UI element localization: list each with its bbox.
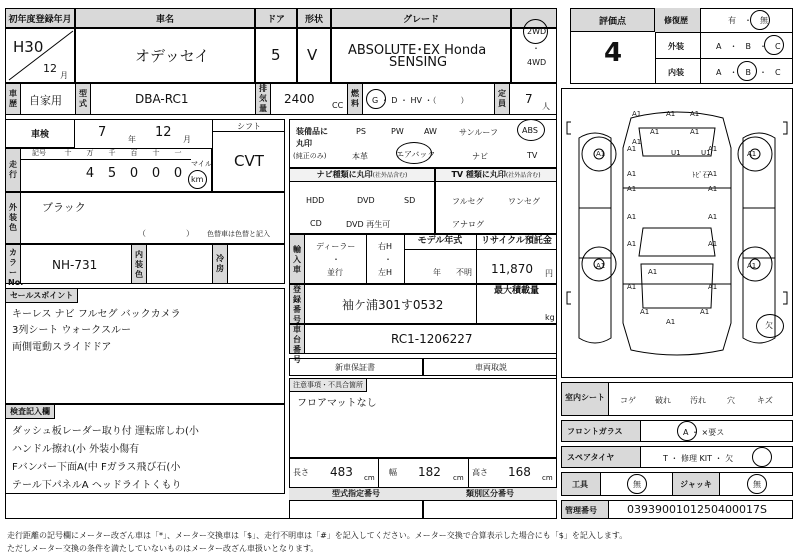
- km-value: km: [191, 175, 204, 184]
- tv-oneseg: ワンセグ: [508, 197, 540, 206]
- navi-cd: CD: [310, 219, 322, 228]
- seat-opt: 汚れ: [690, 396, 706, 405]
- model-year-unit: 年: [433, 268, 441, 277]
- damage-mark: A1: [627, 283, 637, 291]
- recycle-value: 11,870: [491, 262, 533, 276]
- score-value: 4: [604, 38, 623, 68]
- import-right-h: 右H: [378, 242, 393, 251]
- chassis-label: 車台番号: [293, 325, 301, 364]
- mgmt-label: 管理番号: [565, 506, 597, 515]
- inspection-year-unit: 年: [128, 135, 136, 144]
- inspection-month-unit: 月: [183, 135, 191, 144]
- car-diagram: [561, 88, 793, 378]
- exterior-value: A ・ B ・ C: [716, 42, 781, 51]
- door-value: 5: [271, 46, 281, 64]
- mileage-unit: 一: [174, 149, 182, 157]
- mileage-digit: 0: [129, 166, 139, 181]
- tv-title: TV 種類に丸印: [451, 170, 506, 179]
- mileage-units: [21, 148, 191, 160]
- damage-mark: A1: [700, 308, 710, 316]
- weight-header: 最大積載量: [493, 286, 539, 296]
- drive-2wd: 2WD: [527, 27, 547, 36]
- import-left-h: 左H: [378, 268, 393, 277]
- damage-mark: A1: [627, 240, 637, 248]
- sales-line: 両側電動スライドドア: [12, 342, 112, 353]
- height-divider: [468, 458, 469, 488]
- color-paren: （ ）: [138, 229, 194, 238]
- damage-mark: A1: [690, 128, 700, 136]
- mileage-digits: [79, 166, 189, 181]
- tools-value: 無: [633, 480, 641, 489]
- mileage-unit: 十: [152, 149, 160, 157]
- inspect-note: テール下パネルA ヘッドライトくもり: [12, 480, 182, 491]
- color-value: ブラック: [42, 201, 86, 214]
- exterior-label: 外装: [668, 42, 684, 51]
- inspection-month: 12: [155, 125, 172, 140]
- navi-title: ナビ種類に丸印: [316, 170, 373, 179]
- spare-label: スペアタイヤ: [567, 453, 615, 462]
- notice-title: 注意事項・不具合箇所: [290, 379, 367, 392]
- import-dot: ・: [332, 255, 340, 264]
- equip-leather: 本革: [352, 152, 368, 161]
- damage-mark: A1: [640, 308, 650, 316]
- equip-label-3: (純正のみ): [293, 152, 327, 160]
- interior-value: A ・ B ・ C: [716, 68, 781, 77]
- mileage-digit: 0: [151, 166, 161, 181]
- import-parallel: 並行: [327, 268, 343, 277]
- equip-sunroof: サンルーフ: [459, 128, 498, 137]
- glass-value: A ・ ×要ス: [683, 428, 725, 437]
- displacement-unit: CC: [332, 101, 344, 110]
- footer-line2: ただしメーター交換の条件を満たしていないものはメーター改ざん車扱いとなります。: [7, 544, 319, 553]
- width-divider: [378, 458, 379, 488]
- tv-header: [435, 168, 557, 182]
- car-name-header: 車名: [75, 8, 255, 28]
- shift-divider: [212, 131, 285, 132]
- damage-mark: A1: [627, 145, 637, 153]
- length-label: 長さ: [293, 468, 309, 477]
- damage-mark: A1: [650, 128, 660, 136]
- damage-mark: A1: [596, 150, 606, 158]
- damage-mark: U1: [701, 149, 711, 157]
- mileage-digit: 5: [107, 166, 117, 181]
- inspection-label: 車検: [5, 119, 75, 148]
- grade-header: グレード: [331, 8, 511, 28]
- damage-mark: A1: [708, 240, 718, 248]
- shift-label: シフト: [237, 122, 261, 131]
- damage-mark: A1: [708, 185, 718, 193]
- capacity-value: 7: [525, 92, 533, 106]
- damage-mark: A1: [747, 262, 757, 270]
- first-reg-header: 初年度登録年月: [5, 8, 75, 28]
- first-reg-month: 12: [43, 62, 57, 75]
- damage-mark: A1: [596, 262, 606, 270]
- navi-dvd: DVD: [357, 196, 375, 205]
- width-label: 幅: [389, 468, 397, 477]
- damage-mark: A1: [627, 213, 637, 221]
- equip-tv: TV: [527, 151, 538, 160]
- chassis-value: RC1-1206227: [391, 332, 473, 346]
- equip-abs: ABS: [522, 126, 538, 135]
- footer-line1: 走行距離の記号欄にメーター改ざん車は「*」、メーター交換車は「$」、走行不明車は「#」を記入してください。メーター交換で合算表示した場合にも「$」を記入します。: [7, 531, 628, 540]
- door-header: ドア: [255, 8, 297, 28]
- tv-sub: (社外品含む): [505, 172, 541, 179]
- equip-navi: ナビ: [472, 152, 488, 161]
- tools-label: 工具: [572, 480, 588, 489]
- seat-opt: コゲ: [620, 396, 636, 405]
- height-value: 168: [508, 465, 531, 479]
- seat-opt: キズ: [757, 396, 773, 405]
- recycle-header: リサイクル預託金: [476, 234, 557, 250]
- reg-label: 登録番号: [293, 285, 301, 324]
- interior-circle: [737, 61, 757, 81]
- equip-label-1: 装備品に: [296, 127, 328, 136]
- equip-aw: AW: [424, 127, 437, 136]
- type-designation-label: 型式指定番号: [289, 488, 423, 501]
- damage-mark: A1: [708, 145, 718, 153]
- warranty-manual: 車両取説: [475, 363, 507, 372]
- spare-value: T ・ 修理 KIT ・ 欠: [663, 454, 734, 463]
- exterior-circle: [764, 35, 784, 55]
- navi-sub: (社外品含む): [372, 172, 408, 179]
- equip-pw: PW: [391, 127, 404, 136]
- mileage-unit: 千: [108, 149, 116, 157]
- equip-airbag: エアバック: [396, 150, 436, 159]
- mileage-digit: 0: [173, 166, 183, 181]
- equip-label-2: 丸印: [296, 139, 312, 148]
- reg-value: 袖ケ浦301す0532: [342, 298, 444, 312]
- mileage-unit: 百: [130, 149, 138, 157]
- recycle-unit: 円: [545, 269, 553, 278]
- usage-label: 車歴: [9, 89, 17, 108]
- missing-mark: 欠: [765, 321, 773, 330]
- inspect-note: Fバンパー下面A(中 Fガラス飛び石(小: [12, 462, 181, 473]
- repair-label: 修復歴: [664, 16, 688, 25]
- tv-fullseg: フルセグ: [452, 197, 484, 206]
- interior-color-label: 内装色: [135, 250, 143, 279]
- model-year-header: モデル年式: [404, 234, 476, 250]
- class-number-label: 類別区分番号: [423, 488, 557, 501]
- damage-mark: A1: [632, 110, 642, 118]
- shape-value: V: [307, 46, 318, 64]
- glass-label: フロントガラス: [567, 427, 623, 436]
- sales-title: セールスポイント: [6, 289, 78, 303]
- seat-label: 室内シート: [565, 393, 605, 402]
- sales-line: キーレス ナビ フルセグ バックカメラ: [12, 309, 181, 320]
- repair-value: 有 ・ 無: [728, 16, 768, 25]
- damage-mark: A1: [708, 283, 718, 291]
- damage-mark: A1: [666, 318, 676, 326]
- capacity-unit: 人: [542, 102, 550, 111]
- damage-mark: A1: [747, 150, 757, 158]
- length-unit: cm: [364, 474, 375, 482]
- damage-mark: A1: [708, 170, 718, 178]
- sales-line: 3列シート ウォークスルー: [12, 325, 132, 336]
- equip-ps: PS: [356, 127, 366, 136]
- damage-mark: A1: [666, 110, 676, 118]
- import-dealer: ディーラー: [316, 242, 356, 251]
- capacity-label: 定員: [498, 89, 506, 108]
- mileage-digit: 4: [85, 166, 95, 181]
- jack-label: ジャッキ: [680, 480, 712, 489]
- inspect-notes-title: 検査記入欄: [6, 405, 55, 419]
- navi-dvd-play: DVD 再生可: [346, 220, 391, 229]
- damage-mark: A1: [648, 268, 658, 276]
- shift-value: CVT: [234, 152, 264, 170]
- seat-opt: 穴: [727, 396, 735, 405]
- height-label: 高さ: [472, 468, 488, 477]
- drive-dot: ・: [532, 44, 540, 53]
- damage-mark: A1: [627, 170, 637, 178]
- mgmt-value: 0393900101250400017S: [627, 503, 767, 516]
- displacement-label: 排気量: [259, 84, 267, 113]
- grade-line1: ABSOLUTE･EX Honda: [348, 43, 487, 58]
- color-no-value: NH-731: [52, 258, 98, 272]
- score-hdivider1: [655, 32, 793, 33]
- car-name-value: オデッセイ: [135, 47, 210, 65]
- inspect-note: ダッシュ板レーダー取り付 運転席しわ(小: [12, 426, 199, 437]
- mileage-unit: 万: [86, 149, 94, 157]
- damage-mark: A1: [690, 110, 700, 118]
- notice-value: フロアマットなし: [297, 398, 377, 409]
- grade-line2: SENSING: [389, 55, 448, 70]
- length-value: 483: [330, 465, 353, 479]
- interior-label: 内装: [668, 68, 684, 77]
- fuel-options: G ・ D ・ HV ・（ ）: [372, 96, 469, 105]
- import-divider: [366, 234, 367, 284]
- import-lr-dot: ・: [384, 255, 392, 264]
- height-unit: cm: [542, 474, 553, 482]
- color-note: 色替車は色替と記入: [207, 230, 270, 238]
- jack-value: 無: [753, 480, 761, 489]
- mileage-label: 走行: [9, 160, 17, 179]
- first-reg-era: H30: [13, 38, 44, 56]
- damage-mark: A1: [632, 138, 642, 146]
- warranty-new: 新車保証書: [335, 363, 375, 372]
- width-unit: cm: [453, 474, 464, 482]
- inspection-year: 7: [98, 125, 107, 140]
- shape-header: 形状: [297, 8, 331, 28]
- model-label: 型式: [79, 89, 87, 108]
- repair-circle: [750, 10, 770, 30]
- usage-value: 自家用: [29, 94, 62, 107]
- seat-opt: 破れ: [655, 396, 671, 405]
- navi-hdd: HDD: [306, 196, 325, 205]
- damage-mark: U1: [671, 149, 681, 157]
- ac-label: 冷房: [216, 254, 224, 273]
- mileage-unit: 記号: [32, 149, 46, 157]
- spare-circle: [752, 447, 772, 467]
- color-no-label: カラーNo.: [8, 248, 24, 287]
- weight-unit: kg: [545, 313, 555, 322]
- import-label: 輸入車: [293, 245, 301, 274]
- fuel-label: 燃料: [351, 89, 359, 108]
- drive-4wd: 4WD: [527, 58, 547, 67]
- score-label-divider: [700, 8, 701, 84]
- mile-label: マイル: [191, 160, 212, 168]
- score-label: 評価点: [570, 8, 655, 32]
- model-year-unknown: 不明: [456, 268, 472, 277]
- model-value: DBA-RC1: [135, 92, 189, 106]
- displacement-value: 2400: [284, 92, 315, 106]
- inspect-note: ハンドル擦れ(小 外装小傷有: [12, 444, 140, 455]
- first-reg-month-unit: 月: [60, 71, 68, 80]
- width-value: 182: [418, 465, 441, 479]
- navi-header: [289, 168, 435, 182]
- damage-mark: A1: [708, 213, 718, 221]
- tv-analog: アナログ: [452, 220, 484, 229]
- mileage-unit: 十: [64, 149, 72, 157]
- damage-mark: A1: [627, 185, 637, 193]
- navi-sd: SD: [404, 196, 416, 205]
- color-label: 外装色: [9, 203, 17, 232]
- damage-mark: ﾄﾋﾞ石: [692, 171, 710, 179]
- score-hdivider2: [655, 58, 793, 59]
